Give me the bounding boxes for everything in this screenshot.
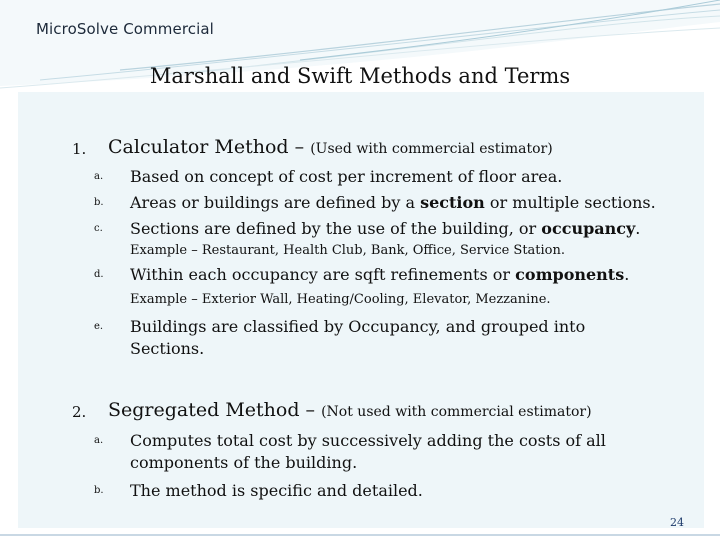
- item-text: [130, 192, 690, 214]
- item-term-components: components: [515, 265, 625, 284]
- item-text-before: Areas or buildings are defined by a: [130, 193, 421, 212]
- example-components: Example – Exterior Wall, Heating/Cooling, Elevator, Mezzanine.: [130, 292, 551, 307]
- item-text: Computes total cost by successively adding the costs of all components of the building.: [130, 431, 606, 472]
- item-letter: c.: [94, 223, 103, 234]
- section-number: 2.: [72, 403, 87, 421]
- page-number: 24: [670, 516, 684, 529]
- section-note: (Not used with commercial estimator): [321, 404, 592, 420]
- item-letter: b.: [94, 197, 104, 208]
- item-letter: a.: [94, 171, 104, 182]
- item-text-before: Within each occupancy are sqft refinements or: [130, 265, 516, 284]
- bottom-divider: [0, 534, 720, 536]
- item-term-occupancy: occupancy: [541, 219, 636, 238]
- item-text-after: or multiple sections.: [484, 193, 656, 212]
- item-letter: b.: [94, 485, 104, 496]
- section-heading-text: Segregated Method –: [108, 399, 316, 421]
- item-text: [130, 218, 690, 240]
- item-text-after: .: [624, 265, 630, 284]
- example-occupancy: Example – Restaurant, Health Club, Bank, Office, Service Station.: [130, 243, 566, 258]
- item-text: The method is specific and detailed.: [130, 481, 423, 500]
- item-text: Buildings are classified by Occupancy, and grouped into Sections.: [130, 317, 586, 358]
- brand-name: MicroSolve Commercial: [36, 20, 214, 38]
- item-text: [130, 264, 690, 286]
- item-text-after: .: [635, 219, 641, 238]
- item-letter: a.: [94, 435, 104, 446]
- item-text: Based on concept of cost per increment of floor area.: [130, 167, 563, 186]
- item-text-before: Sections are defined by the use of the building, or: [130, 219, 542, 238]
- section-note: (Used with commercial estimator): [310, 141, 553, 157]
- section-heading: [108, 136, 553, 158]
- section-heading-text: Calculator Method –: [108, 136, 305, 158]
- item-letter: d.: [94, 269, 104, 280]
- slide-title: Marshall and Swift Methods and Terms: [149, 64, 571, 88]
- section-heading: [108, 399, 592, 421]
- section-number: 1.: [72, 140, 87, 158]
- item-term-section: section: [420, 193, 485, 212]
- item-letter: e.: [94, 321, 104, 332]
